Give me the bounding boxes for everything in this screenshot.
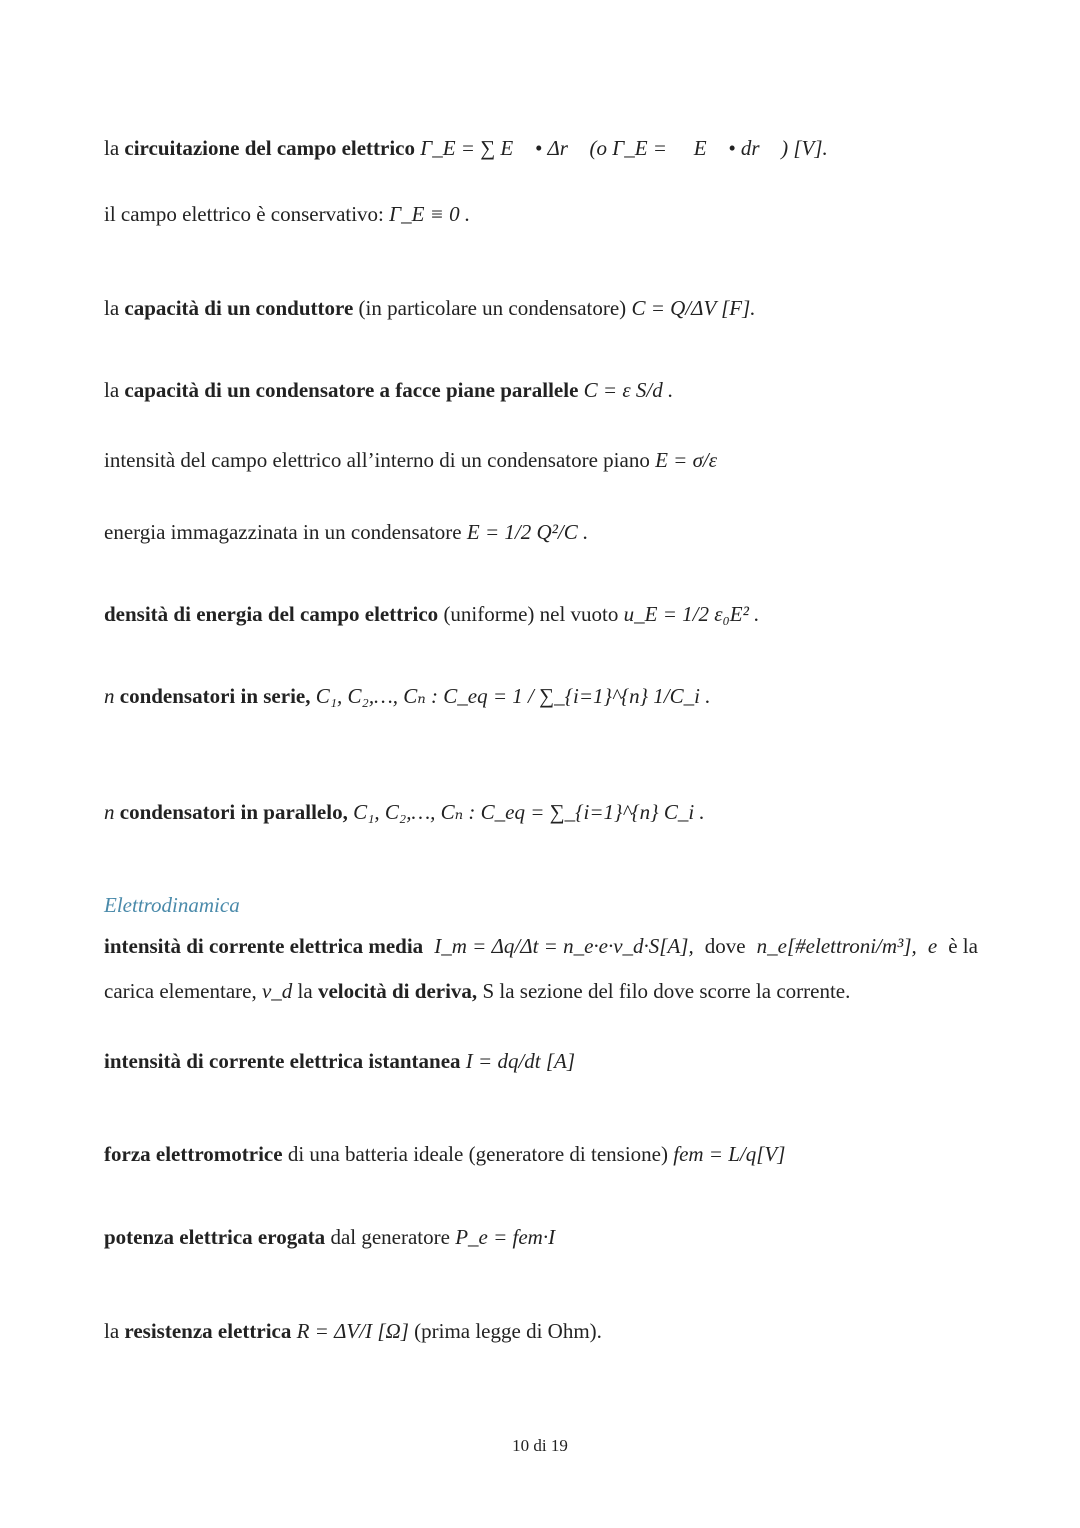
formula: Γ_E ≡ 0 . <box>389 202 471 226</box>
text: S la sezione del filo dove scorre la corrente. <box>482 979 851 1003</box>
formula: C₁, C₂,…, Cₙ : C_eq = 1 / ∑_{i=1}^{n} 1/C_i . <box>315 684 711 708</box>
line-resistenza <box>104 1321 602 1342</box>
text: energia immagazzinata in un condensatore <box>104 520 462 544</box>
line-fem <box>104 1144 785 1165</box>
text: la <box>104 1319 120 1343</box>
text: intensità del campo elettrico all’interno di un condensatore piano <box>104 448 650 472</box>
line-corrente-istantanea <box>104 1051 575 1072</box>
term-bold: capacità di un condensatore a facce piane parallele <box>124 378 579 402</box>
line-carica <box>104 981 850 1002</box>
section-heading: Elettrodinamica <box>104 893 240 917</box>
line-capacita-piane <box>104 380 673 401</box>
formula: R = ΔV/I [Ω] <box>296 1319 409 1343</box>
formula: E = σ/ε <box>655 448 718 472</box>
text: dove <box>704 934 746 958</box>
term-bold: forza elettromotrice <box>104 1142 283 1166</box>
line-energia <box>104 522 588 543</box>
formula: I_m = Δq/Δt = n_e·e·v_d·S[A], <box>434 934 694 958</box>
term-bold: circuitazione del campo elettrico <box>124 136 416 160</box>
vd-symbol: v_d <box>261 979 293 1003</box>
term-bold: capacità di un conduttore <box>124 296 354 320</box>
line-serie <box>104 686 710 707</box>
formula: u_E = 1/2 ε₀E² . <box>623 602 760 626</box>
page-number: 10 di 19 <box>512 1436 568 1455</box>
text: la <box>104 136 120 160</box>
formula: fem = L/q[V] <box>673 1142 786 1166</box>
n-symbol: n <box>104 800 115 824</box>
formula: C = ε S/d . <box>583 378 674 402</box>
line-campo-interno <box>104 450 717 471</box>
formula: P_e = fem·I <box>455 1225 556 1249</box>
term-bold: intensità di corrente elettrica media <box>104 934 424 958</box>
formula: Γ_E = ∑ E⃗ • Δr⃗ (o Γ_E = ∮ E⃗ • dr⃗ ) [V]. <box>420 136 828 160</box>
line-parallelo <box>104 802 705 823</box>
term-bold: potenza elettrica erogata <box>104 1225 326 1249</box>
text: la <box>104 378 120 402</box>
formula: I = dq/dt [A] <box>465 1049 576 1073</box>
text: la <box>104 296 120 320</box>
term-bold: resistenza elettrica <box>124 1319 292 1343</box>
term-bold: condensatori in serie, <box>119 684 311 708</box>
line-potenza <box>104 1227 555 1248</box>
e-symbol: e <box>927 934 938 958</box>
term-bold: condensatori in parallelo, <box>119 800 348 824</box>
text: dal generatore <box>330 1225 450 1249</box>
formula-ne: n_e[#elettroni/m³], <box>756 934 917 958</box>
text: (uniforme) nel vuoto <box>443 602 619 626</box>
text: (prima legge di Ohm). <box>414 1319 602 1343</box>
text: carica elementare, <box>104 979 257 1003</box>
term-bold: densità di energia del campo elettrico <box>104 602 439 626</box>
term-bold: velocità di deriva, <box>317 979 478 1003</box>
text: di una batteria ideale (generatore di tensione) <box>287 1142 668 1166</box>
n-symbol: n <box>104 684 115 708</box>
term-bold: intensità di corrente elettrica istantanea <box>104 1049 461 1073</box>
formula: E = 1/2 Q²/C . <box>466 520 589 544</box>
line-circuitazione <box>104 138 828 159</box>
line-capacita-conduttore <box>104 298 756 319</box>
line-conservativo <box>104 204 470 225</box>
line-corrente-media <box>104 936 978 957</box>
text: il campo elettrico è conservativo: <box>104 202 384 226</box>
formula: C = Q/ΔV [F]. <box>631 296 756 320</box>
text: la <box>297 979 313 1003</box>
text: (in particolare un condensatore) <box>358 296 627 320</box>
formula: C₁, C₂,…, Cₙ : C_eq = ∑_{i=1}^{n} C_i . <box>353 800 705 824</box>
line-densita <box>104 604 759 625</box>
text: è la <box>948 934 978 958</box>
